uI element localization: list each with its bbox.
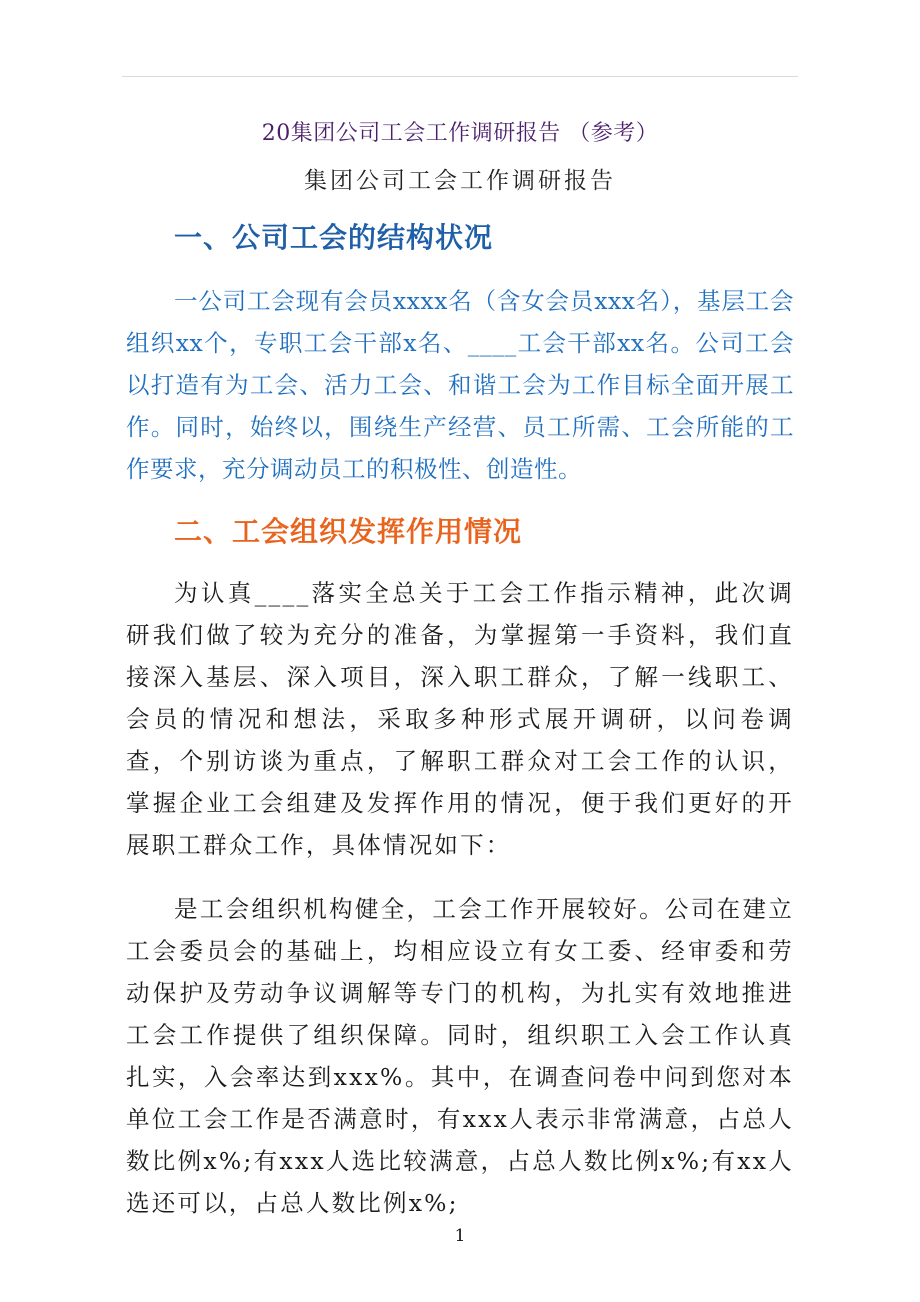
document-subtitle: 集团公司工会工作调研报告 [304, 168, 616, 194]
section-2 [126, 512, 794, 552]
page-number: 1 [454, 1226, 466, 1246]
section-1-paragraph: 一公司工会现有会员xxxx名（含女会员xxx名），基层工会组织xx个，专职工会干部x名、____工会干部xx名。公司工会以打造有为工会、活力工会、和谐工会为工作目标全面开展工作。同时，始终以，围绕生产经营、员工所需、工会所能的工作要求，充分调动员工的积极性、创造性。 [126, 287, 794, 483]
section-1-heading: 一、公司工会的结构状况 [174, 221, 494, 254]
section-2-body-2 [126, 888, 794, 1224]
section-2-paragraph-1: 为认真____落实全总关于工会工作指示精神，此次调研我们做了较为充分的准备，为掌握第一手资料，我们直接深入基层、深入项目，深入职工群众，了解一线职工、会员的情况和想法，采取多种形式展开调研，以问卷调查，个别访谈为重点，了解职工群众对工会工作的认识，掌握企业工会组建及发挥作用的情况，便于我们更好的开展职工群众工作，具体情况如下： [126, 579, 794, 859]
section-2-body-1 [126, 572, 794, 866]
document-title: 20集团公司工会工作调研报告 （参考） [261, 121, 659, 146]
section-1-body [126, 280, 794, 490]
section-1 [126, 218, 794, 258]
header-rule [122, 76, 798, 77]
section-2-heading: 二、工会组织发挥作用情况 [174, 515, 523, 548]
section-2-paragraph-2: 是工会组织机构健全，工会工作开展较好。公司在建立工会委员会的基础上，均相应设立有女工委、经审委和劳动保护及劳动争议调解等专门的机构，为扎实有效地推进工会工作提供了组织保障。同时，组织职工入会工作认真扎实，入会率达到xxx%。其中，在调查问卷中问到您对本单位工会工作是否满意时，有xxx人表示非常满意，占总人数比例x%;有xxx人选比较满意，占总人数比例x%;有xx人选还可以，占总人数比例x%; [126, 895, 794, 1217]
